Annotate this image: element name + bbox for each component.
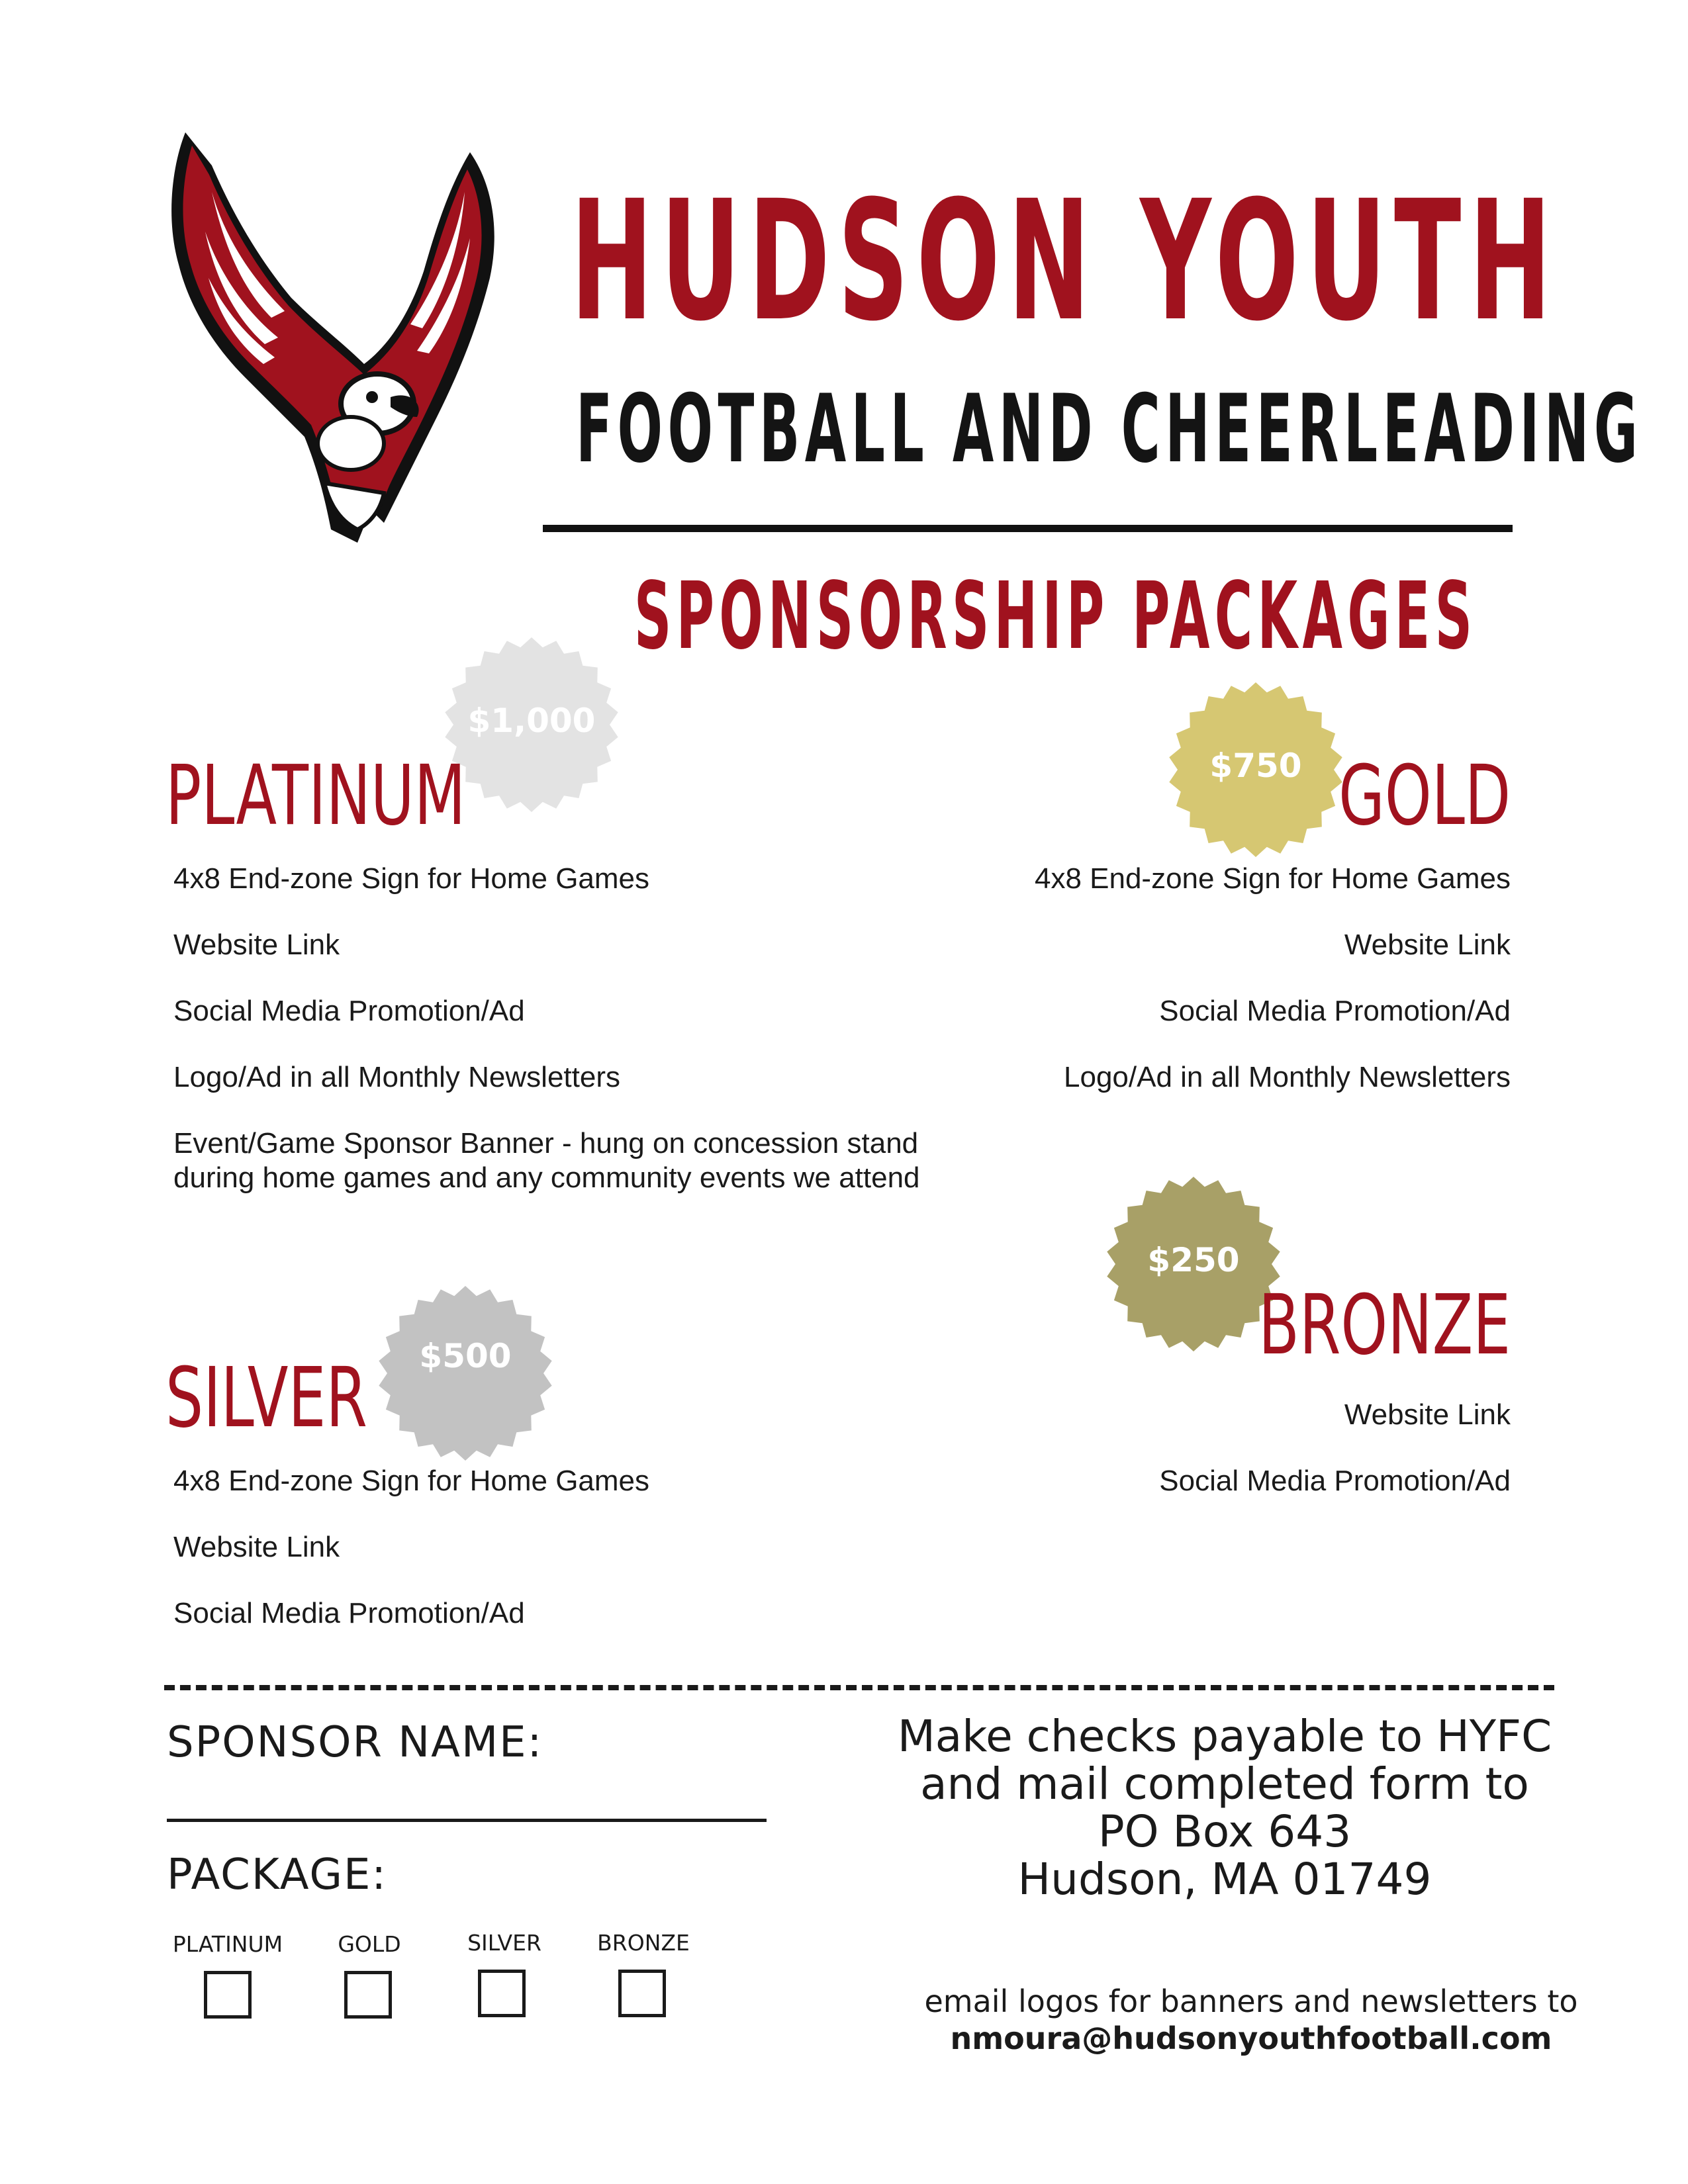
section-heading: SPONSORSHIP PACKAGES — [634, 563, 1477, 670]
platinum-feature: Website Link — [173, 929, 340, 961]
bronze-feature: Social Media Promotion/Ad — [1159, 1465, 1511, 1497]
page-title: HUDSON YOUTH — [571, 165, 1560, 357]
mailing-line: Make checks payable to HYFC — [897, 1711, 1552, 1762]
platinum-feature: Logo/Ad in all Monthly Newsletters — [173, 1061, 620, 1093]
gold-feature: Logo/Ad in all Monthly Newsletters — [1064, 1061, 1511, 1093]
option-label-bronze: BRONZE — [597, 1930, 690, 1956]
gold-title: GOLD — [1338, 748, 1511, 844]
gold-price: $750 — [1209, 747, 1302, 785]
silver-feature: Social Media Promotion/Ad — [173, 1597, 525, 1629]
option-label-silver: SILVER — [467, 1930, 541, 1956]
mailing-line: PO Box 643 — [1098, 1806, 1352, 1857]
gold-feature: Social Media Promotion/Ad — [1159, 995, 1511, 1027]
gold-feature: Website Link — [1344, 929, 1511, 961]
silver-price: $500 — [419, 1337, 512, 1375]
option-label-gold: GOLD — [338, 1931, 401, 1957]
email-note: email logos for banners and newsletters to — [924, 1983, 1578, 2019]
silver-title: SILVER — [165, 1350, 367, 1446]
sponsor-name-label: SPONSOR NAME: — [167, 1718, 543, 1767]
checkbox-silver[interactable] — [478, 1970, 526, 2017]
gold-feature: 4x8 End-zone Sign for Home Games — [1034, 862, 1511, 895]
checkbox-gold[interactable] — [344, 1971, 392, 2019]
cut-line — [164, 1685, 1554, 1690]
package-label: PACKAGE: — [167, 1850, 387, 1899]
platinum-price-badge — [442, 635, 621, 814]
platinum-feature: Event/Game Sponsor Banner - hung on concession stand during home games and any community events we attend — [173, 1127, 920, 1194]
bronze-title: BRONZE — [1258, 1277, 1511, 1373]
platinum-feature: Social Media Promotion/Ad — [173, 995, 525, 1027]
bronze-price: $250 — [1147, 1241, 1240, 1279]
mailing-instructions — [880, 1713, 1569, 1903]
bronze-price-badge — [1104, 1175, 1283, 1353]
checkbox-bronze[interactable] — [618, 1970, 666, 2017]
checkbox-platinum[interactable] — [204, 1971, 252, 2019]
silver-feature: 4x8 End-zone Sign for Home Games — [173, 1465, 650, 1497]
email-address[interactable]: nmoura@hudsonyouthfootball.com — [950, 2021, 1552, 2056]
bronze-feature: Website Link — [1344, 1398, 1511, 1431]
mailing-line: and mail completed form to — [920, 1758, 1529, 1809]
silver-price-badge — [376, 1284, 555, 1463]
title-divider — [543, 525, 1513, 532]
mailing-line: Hudson, MA 01749 — [1017, 1854, 1432, 1905]
sponsor-name-field[interactable] — [167, 1819, 767, 1822]
platinum-price: $1,000 — [467, 702, 596, 740]
email-instructions — [874, 1983, 1628, 2057]
option-label-platinum: PLATINUM — [172, 1931, 283, 1957]
gold-price-badge — [1166, 680, 1345, 859]
red-hawk-mascot-icon — [159, 126, 503, 549]
page-subtitle: FOOTBALL AND CHEERLEADING — [576, 375, 1643, 484]
platinum-title: PLATINUM — [165, 748, 466, 844]
platinum-feature: 4x8 End-zone Sign for Home Games — [173, 862, 650, 895]
silver-feature: Website Link — [173, 1531, 340, 1563]
